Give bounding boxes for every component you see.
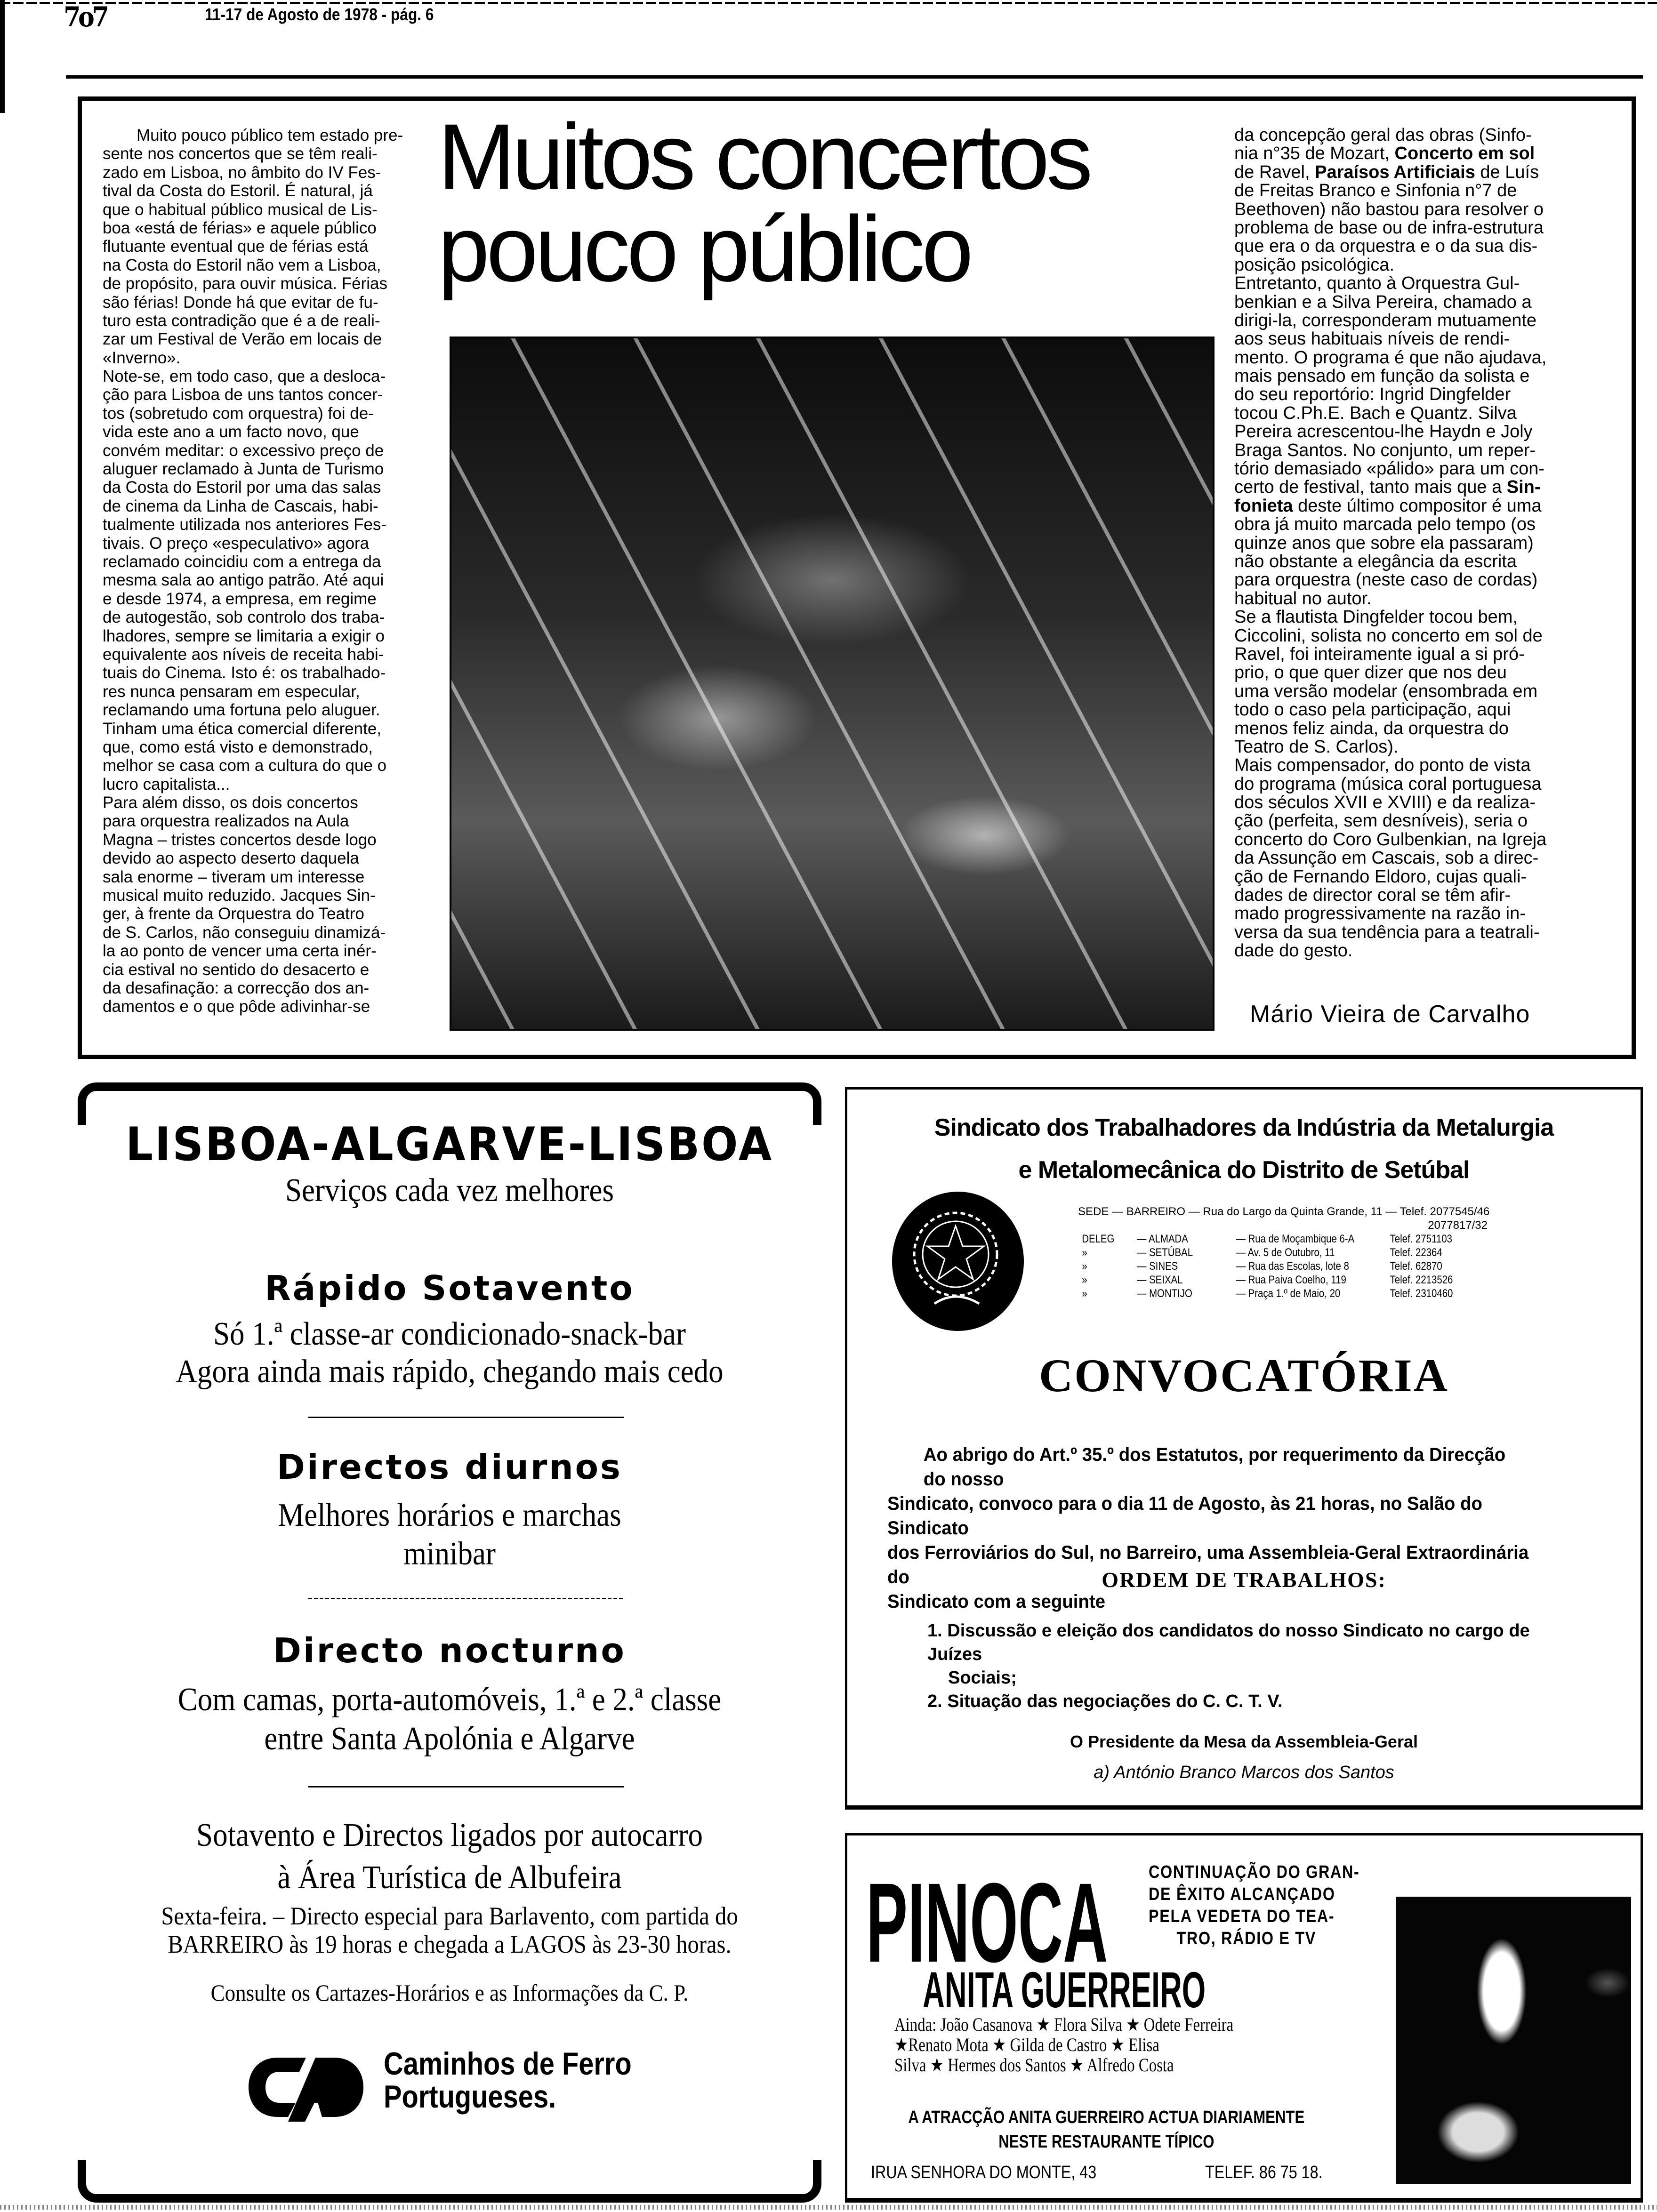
text-run: quinze anos que sobre ela passaram): [1234, 533, 1534, 553]
text-line: [1234, 571, 1546, 589]
text-line: [103, 349, 403, 367]
text-line: [1234, 831, 1546, 849]
text-line: [103, 312, 403, 330]
attraction-text: A ATRACÇÃO ANITA GUERREIRO ACTUA DIARIAMENTE: [908, 2108, 1304, 2127]
delegation-city: — SEIXAL: [1137, 1274, 1183, 1286]
text-run: ger, à frente da Orquestra do Teatro: [103, 905, 364, 923]
union-title-line: [854, 1155, 1633, 1185]
text-line: [103, 534, 403, 553]
text-run: zar um Festival de Verão em locais de: [103, 330, 382, 349]
text-run: cia estival no sentido do desacerto e: [103, 960, 370, 979]
text-run: reclamando uma fortuna pelo aluguer.: [103, 701, 380, 720]
text-run: certo de festival, tanto mais que a: [1234, 477, 1507, 497]
text-run: dade do gesto.: [1234, 941, 1353, 961]
cp-section-heading: Directo nocturno: [273, 1631, 626, 1670]
agenda-heading: ORDEM DE TRABALHOS:: [1102, 1568, 1386, 1592]
text-line: [1234, 905, 1546, 923]
text-line: [103, 756, 403, 775]
text-run: tival da Costa do Estoril. É natural, já: [103, 182, 373, 200]
blurb-line: DE ÊXITO ALCANÇADO: [1149, 1884, 1335, 1904]
text-line: [1234, 849, 1546, 867]
text-line: [103, 849, 403, 867]
text-line: [103, 608, 403, 626]
text-run: de propósito, para ouvir música. Férias: [103, 274, 387, 293]
text-line: [103, 831, 403, 849]
sede-phone: Telef. 2077545/46: [1400, 1205, 1490, 1218]
performer-photo: [1396, 1897, 1631, 2184]
cast-line: Silva ★ Hermes dos Santos ★ Alfredo Costa: [894, 2054, 1174, 2076]
cp-section-line: Melhores horários e marchas: [278, 1497, 621, 1533]
text-run: problema de base ou de infra-estrutura: [1234, 217, 1544, 238]
sede-city: — BARREIRO —: [1112, 1205, 1200, 1218]
text-line: [1234, 385, 1546, 404]
text-line: [1234, 627, 1546, 645]
text-run: equivalente aos níveis de receita habi-: [103, 645, 384, 664]
text-line: [103, 868, 403, 886]
delegation-prefix: »: [1082, 1287, 1087, 1300]
text-run: tuais do Cinema. Isto é: os trabalhado-: [103, 664, 386, 682]
text-line: [1234, 590, 1546, 608]
text-line: [1234, 441, 1546, 460]
text-line: [103, 330, 403, 348]
text-line: [103, 942, 403, 960]
headline-line-1: Muitos concertos: [438, 104, 1090, 208]
text-line: [103, 979, 403, 997]
union-addresses: [1078, 1205, 1489, 1300]
text-run: dades de director coral se têm afir-: [1234, 885, 1511, 906]
text-run: tocou C.Ph.E. Bach e Quantz. Silva: [1234, 403, 1517, 423]
text-run: de Luís: [1475, 162, 1539, 182]
text-run: boa «está de férias» e aquele público: [103, 218, 377, 237]
text-line: [1234, 144, 1546, 163]
text-run: Braga Santos. No conjunto, um reper-: [1234, 440, 1536, 460]
attraction-line: [845, 2132, 1367, 2152]
text-line: [103, 701, 403, 719]
restaurant-address: IRUA SENHORA DO MONTE, 43: [871, 2163, 1097, 2182]
text-run: vida este ano a um facto novo, que: [103, 423, 359, 441]
text-line: [103, 274, 403, 293]
text-run: que o habitual público musical de Lis-: [103, 200, 378, 219]
text-run: lucro capitalista...: [103, 775, 230, 793]
text-run: menos feliz ainda, da orquestra do: [1234, 718, 1509, 738]
text-run: e desde 1974, a empresa, em regime: [103, 589, 377, 608]
text-line: [1234, 312, 1546, 330]
attraction-text: NESTE RESTAURANTE TÍPICO: [998, 2132, 1215, 2152]
paragraph-line: Sindicato com a seguinte: [887, 1591, 1106, 1612]
text-run: ção (perfeita, sem desníveis), seria o: [1234, 811, 1528, 831]
text-line: [103, 293, 403, 312]
text-line: [103, 497, 403, 515]
text-run: de Freitas Branco e Sinfonia n°7 de: [1234, 181, 1517, 201]
delegation-address: — Av. 5 de Outubro, 11: [1236, 1246, 1335, 1259]
text-line: [103, 553, 403, 571]
text-run: todo o caso pela participação, aqui: [1234, 700, 1511, 720]
text-line: [1234, 478, 1546, 497]
agenda-item: 1. Discussão e eleição dos candidatos do nosso Sindicato no cargo de Juízes: [927, 1621, 1530, 1664]
text-line: [1234, 423, 1546, 441]
text-run: de autogestão, sob controlo dos traba-: [103, 608, 385, 627]
text-line: [103, 738, 403, 756]
delegation-address: — Rua Paiva Coelho, 119: [1236, 1274, 1346, 1286]
text-run: habitual no autor.: [1234, 588, 1372, 609]
text-run: turo esta contradição que é a de reali-: [103, 311, 380, 330]
delegation-prefix: »: [1082, 1274, 1087, 1286]
text-run: Ciccolini, solista no concerto em sol de: [1234, 625, 1543, 646]
text-line: [103, 682, 403, 701]
text-run: aluguer reclamado à Junta de Turismo: [103, 460, 384, 479]
text-run: melhor se casa com a cultura do que o: [103, 756, 387, 775]
bold-work-title: Concerto em sol: [1394, 144, 1535, 164]
signatory-name: a) António Branco Marcos dos Santos: [1094, 1763, 1394, 1782]
text-run: Para além disso, os dois concertos: [103, 793, 358, 812]
delegation-row: [1078, 1232, 1463, 1246]
blurb-line: TRO, RÁDIO E TV: [1176, 1929, 1316, 1948]
cp-bus-line: à Área Turística de Albufeira: [277, 1859, 622, 1896]
text-line: [103, 460, 403, 478]
delegation-address: — Rua de Moçambique 6-A: [1236, 1233, 1355, 1245]
text-run: da desafinação: a correcção dos an-: [103, 978, 370, 997]
text-run: benkian e a Silva Pereira, chamado a: [1234, 292, 1532, 312]
union-title-text: Sindicato dos Trabalhadores da Indústria da Metalurgia: [934, 1114, 1554, 1141]
delegation-row: [1078, 1246, 1463, 1259]
text-run: Tinham uma ética comercial diferente,: [103, 719, 382, 738]
text-run: ção de Fernando Eldoro, cujas quali-: [1234, 866, 1527, 887]
text-run: Ravel, foi inteiramente igual a si pró-: [1234, 644, 1525, 664]
text-run: posição psicológica.: [1234, 255, 1395, 275]
top-border-rule: [0, 2, 1657, 4]
text-run: devido ao aspecto deserto daquela: [103, 849, 359, 868]
text-line: [1234, 515, 1546, 534]
attraction-line: [845, 2108, 1367, 2128]
text-line: [1234, 200, 1546, 219]
cast-line: Ainda: João Casanova ★ Flora Silva ★ Odete Ferreira: [894, 2014, 1234, 2035]
cp-section-line: Com camas, porta-automóveis, 1.ª e 2.ª classe: [177, 1682, 722, 1718]
text-line: [1234, 330, 1546, 348]
text-run: concerto do Coro Gulbenkian, na Igreja: [1234, 829, 1547, 850]
text-line: [1234, 497, 1546, 515]
page-edge: [0, 0, 5, 113]
text-line: [103, 441, 403, 460]
orchestra-photo: [450, 337, 1215, 1031]
text-run: mais pensado em função da solista e: [1234, 366, 1530, 386]
text-line: [103, 961, 403, 979]
delegation-phone: Telef. 2751103: [1390, 1233, 1452, 1245]
text-run: Beethoven) não bastou para resolver o: [1234, 199, 1544, 219]
text-line: [103, 923, 403, 942]
agenda-item-continued: Sociais;: [948, 1668, 1017, 1688]
text-run: Teatro de S. Carlos).: [1234, 737, 1399, 757]
delegation-prefix: »: [1082, 1246, 1087, 1259]
text-run: «Inverno».: [103, 348, 181, 367]
text-run: que, como está visto e demonstrado,: [103, 737, 373, 756]
text-run: zado em Lisboa, no âmbito do IV Fes-: [103, 163, 381, 182]
delegation-row: [1078, 1259, 1463, 1273]
delegation-phone: Telef. 22364: [1390, 1246, 1442, 1259]
text-run: de S. Carlos, não conseguiu dinamizá-: [103, 923, 386, 942]
blurb-line: CONTINUAÇÃO DO GRAN-: [1149, 1862, 1360, 1882]
text-run: do programa (música coral portuguesa: [1234, 774, 1542, 794]
cp-section-heading: Rápido Sotavento: [265, 1268, 635, 1308]
bold-work-title: Sin-: [1506, 477, 1541, 497]
text-line: [1234, 701, 1546, 719]
text-run: que era o da orquestra e o da sua dis-: [1234, 236, 1538, 256]
delegation-prefix: DELEG: [1082, 1233, 1115, 1245]
restaurant-name: PINOCA: [866, 1859, 1108, 1986]
text-line: [103, 200, 403, 219]
text-line: [1234, 367, 1546, 385]
text-line: [103, 515, 403, 534]
text-run: tório demasiado «pálido» para um con-: [1234, 459, 1545, 479]
article-author: Mário Vieira de Carvalho: [1250, 1001, 1530, 1028]
text-line: [1234, 460, 1546, 478]
text-run: aos seus habituais níveis de rendi-: [1234, 329, 1510, 349]
text-line: [1234, 219, 1546, 237]
text-line: [103, 423, 403, 441]
text-line: [103, 126, 403, 144]
cp-brand-line: Caminhos de Ferro: [384, 2046, 632, 2082]
text-line: [103, 997, 403, 1016]
delegation-city: — ALMADA: [1137, 1233, 1188, 1245]
cp-logo-icon: [245, 2052, 367, 2123]
text-line: [103, 720, 403, 738]
paragraph-line: Sindicato, convoco para o dia 11 de Agosto, às 21 horas, no Salão do Sindicato: [887, 1493, 1482, 1539]
paragraph-line: Ao abrigo do Art.º 35.º dos Estatutos, por requerimento da Direcção do nosso: [923, 1444, 1506, 1490]
text-line: [1234, 349, 1546, 367]
delegation-address: — Praça 1.º de Maio, 20: [1236, 1287, 1341, 1300]
text-line: [1234, 274, 1546, 293]
text-line: [103, 627, 403, 645]
text-line: [1234, 645, 1546, 664]
delegation-phone: Telef. 2213526: [1390, 1274, 1453, 1286]
text-run: Mais compensador, do ponto de vista: [1234, 755, 1531, 776]
text-run: não obstante a elegância da escrita: [1234, 551, 1517, 571]
text-run: da concepção geral das obras (Sinfo-: [1234, 125, 1532, 145]
divider: [308, 1786, 624, 1787]
text-line: [1234, 793, 1546, 812]
sede-address: Rua do Largo da Quinta Grande, 11 —: [1203, 1205, 1397, 1218]
text-line: [1234, 720, 1546, 738]
delegation-city: — MONTIJO: [1137, 1287, 1192, 1300]
text-run: la ao ponto de vencer uma certa inér-: [103, 942, 377, 961]
text-run: flutuante eventual que de férias está: [103, 237, 369, 256]
text-line: [103, 478, 403, 497]
text-run: para orquestra (neste caso de cordas): [1234, 570, 1538, 590]
text-run: res nunca pensaram em especular,: [103, 682, 360, 701]
delegation-prefix: »: [1082, 1260, 1087, 1273]
newspaper-logo: 7o7: [64, 1, 107, 33]
delegation-phone: Telef. 62870: [1390, 1260, 1442, 1273]
text-run: convém meditar: o excessivo preço de: [103, 441, 384, 460]
text-line: [1234, 868, 1546, 886]
text-run: Entretanto, quanto à Orquestra Gul-: [1234, 273, 1520, 294]
bold-work-title: Paraísos Artificiais: [1315, 162, 1475, 182]
cp-section-line: minibar: [403, 1536, 496, 1572]
text-run: dos séculos XVII e XVIII) e da realiza-: [1234, 793, 1536, 813]
text-line: [103, 163, 403, 182]
bold-work-title: fonieta: [1234, 496, 1293, 516]
agenda-item: 2. Situação das negociações do C. C. T. V.: [927, 1691, 1283, 1711]
text-run: dirigi-la, corresponderam mutuamente: [1234, 310, 1537, 330]
sede-phone-2: 2077817/32: [1428, 1219, 1488, 1232]
cp-friday-line: BARREIRO às 19 horas e chegada a LAGOS às 23-30 horas.: [168, 1930, 732, 1958]
union-title-line: [854, 1113, 1633, 1142]
text-line: [103, 144, 403, 163]
delegation-city: — SETÚBAL: [1137, 1246, 1193, 1259]
text-run: na Costa do Estoril não vem a Lisboa,: [103, 256, 381, 274]
text-line: [1234, 163, 1546, 182]
text-run: musical muito reduzido. Jacques Sin-: [103, 886, 376, 905]
text-line: [1234, 553, 1546, 571]
cp-section-line: Só 1.ª classe-ar condicionado-snack-bar: [213, 1316, 686, 1352]
union-title-text: e Metalomecânica do Distrito de Setúbal: [1018, 1156, 1470, 1184]
delegation-address: — Rua das Escolas, lote 8: [1236, 1260, 1349, 1273]
headline-line-2: pouco público: [438, 197, 970, 301]
delegation-row: [1078, 1273, 1463, 1287]
text-line: [1234, 293, 1546, 312]
article-headline: [438, 104, 1090, 301]
cp-section-line: Agora ainda mais rápido, chegando mais cedo: [176, 1354, 724, 1390]
text-run: do seu reportório: Ingrid Dingfelder: [1234, 385, 1511, 405]
text-run: da Assunção em Cascais, sob a direc-: [1234, 848, 1539, 868]
cp-ad-subtitle: Serviços cada vez melhores: [285, 1172, 614, 1209]
union-emblem-icon: [890, 1191, 1026, 1332]
text-run: tos (sobretudo com orquestra) foi de-: [103, 404, 374, 423]
delegations-table: [1078, 1232, 1463, 1300]
cp-ad-bottom-bracket: [78, 2160, 821, 2203]
cast-line: ★Renato Mota ★ Gilda de Castro ★ Elisa: [894, 2034, 1159, 2055]
text-line: [1234, 534, 1546, 553]
cp-brand-name: [384, 2047, 632, 2113]
text-run: para orquestra realizados na Aula: [103, 812, 349, 831]
text-line: [1234, 237, 1546, 256]
divider: [308, 1417, 624, 1418]
text-line: [103, 571, 403, 589]
text-run: tualmente utilizada nos anteriores Fes-: [103, 515, 387, 534]
divider: [308, 1598, 624, 1599]
text-run: tivais. O preço «especulativo» agora: [103, 534, 370, 553]
text-run: mesma sala ao antigo patrão. Até aqui: [103, 571, 384, 590]
convocatoria-heading: CONVOCATÓRIA: [1038, 1349, 1449, 1402]
text-run: mado progressivamente na razão in-: [1234, 904, 1526, 924]
issue-dateline: 11-17 de Agosto de 1978 - pág. 6: [205, 5, 434, 24]
text-line: [103, 812, 403, 830]
delegation-phone: Telef. 2310460: [1390, 1287, 1453, 1300]
text-line: [1234, 775, 1546, 793]
text-line: [1234, 942, 1546, 960]
text-line: [103, 775, 403, 793]
text-run: uma versão modelar (ensombrada em: [1234, 681, 1538, 701]
sede-label: SEDE: [1078, 1205, 1109, 1218]
cp-consult-line: Consulte os Cartazes-Horários e as Informações da C. P.: [210, 1980, 689, 2006]
text-run: nia n°35 de Mozart,: [1234, 144, 1395, 164]
agenda-list: [927, 1619, 1586, 1713]
text-line: [103, 664, 403, 682]
text-run: Note-se, em todo caso, que a desloca-: [103, 367, 386, 386]
text-line: [1234, 738, 1546, 756]
cp-friday-line: Sexta-feira. – Directo especial para Barlavento, com partida do: [161, 1902, 738, 1930]
text-run: obra já muito marcada pelo tempo (os: [1234, 514, 1536, 535]
text-line: [103, 905, 403, 923]
text-line: [1234, 608, 1546, 626]
text-line: [1234, 664, 1546, 682]
text-run: lhadores, sempre se limitaria a exigir o: [103, 626, 385, 645]
text-run: são férias! Donde há que evitar de fu-: [103, 293, 378, 312]
text-line: [103, 367, 403, 385]
blurb-line: PELA VEDETA DO TEA-: [1149, 1907, 1335, 1926]
text-run: sala enorme – tiveram um interesse: [103, 867, 365, 886]
text-line: [103, 219, 403, 237]
text-line: [1234, 886, 1546, 905]
text-line: [103, 793, 403, 812]
text-run: mento. O programa é que não ajudava,: [1234, 347, 1547, 368]
pinoca-blurb: [1149, 1861, 1359, 1950]
text-run: Magna – tristes concertos desde logo: [103, 830, 377, 849]
article-left-column: [103, 126, 403, 1016]
cp-section-line: entre Santa Apolónia e Algarve: [264, 1721, 635, 1757]
text-line: [103, 385, 403, 404]
restaurant-phone: TELEF. 86 75 18.: [1205, 2163, 1323, 2182]
bottom-edge-noise: [0, 2205, 1657, 2210]
delegation-row: [1078, 1287, 1463, 1300]
text-line: [103, 256, 403, 274]
text-line: [1234, 182, 1546, 200]
cast-list: [894, 2014, 1233, 2075]
text-run: de Ravel,: [1234, 162, 1315, 182]
cp-ad-title: LISBOA-ALGARVE-LISBOA: [125, 1118, 774, 1171]
header-rule: [66, 75, 1643, 79]
text-run: Muito pouco público tem estado pre-: [137, 126, 403, 144]
text-line: [1234, 756, 1546, 775]
cp-brand-line: Portugueses.: [384, 2079, 556, 2115]
text-line: [103, 886, 403, 905]
cp-bus-line: Sotavento e Directos ligados por autocarro: [196, 1817, 703, 1853]
text-line: [1234, 404, 1546, 423]
text-run: deste último compositor é uma: [1293, 496, 1542, 516]
text-line: [103, 182, 403, 200]
text-run: prio, o que quer dizer que nos deu: [1234, 663, 1507, 683]
text-line: [1234, 126, 1546, 144]
text-run: Se a flautista Dingfelder tocou bem,: [1234, 607, 1518, 627]
text-line: [103, 237, 403, 256]
text-run: Pereira acrescentou-lhe Haydn e Joly: [1234, 422, 1533, 442]
text-line: [103, 645, 403, 664]
text-run: reclamado coincidiu com a entrega da: [103, 552, 381, 571]
text-run: da Costa do Estoril por uma das salas: [103, 478, 381, 497]
text-run: de cinema da Linha de Cascais, habi-: [103, 497, 378, 515]
text-line: [1234, 812, 1546, 830]
paragraph-line: dos Ferroviários do Sul, no Barreiro, uma Assembleia-Geral Extraordinária do: [887, 1542, 1529, 1587]
signatory-title: O Presidente da Mesa da Assembleia-Geral: [1070, 1732, 1418, 1751]
union-sede-line: [1078, 1205, 1489, 1218]
text-line: [1234, 256, 1546, 274]
text-line: [1234, 923, 1546, 942]
text-run: damentos e o que pôde adivinhar-se: [103, 997, 370, 1016]
text-run: versa da sua tendência para a teatrali-: [1234, 922, 1540, 942]
article-right-column: [1234, 126, 1546, 961]
delegation-city: — SINES: [1137, 1260, 1178, 1273]
text-line: [1234, 682, 1546, 701]
text-line: [103, 590, 403, 608]
text-run: sente nos concertos que se têm reali-: [103, 144, 378, 163]
text-line: [103, 404, 403, 423]
text-run: ção para Lisboa de uns tantos concer-: [103, 385, 383, 404]
cp-section-heading: Directos diurnos: [277, 1447, 622, 1487]
star-performer: ANITA GUERREIRO: [923, 1961, 1206, 2018]
